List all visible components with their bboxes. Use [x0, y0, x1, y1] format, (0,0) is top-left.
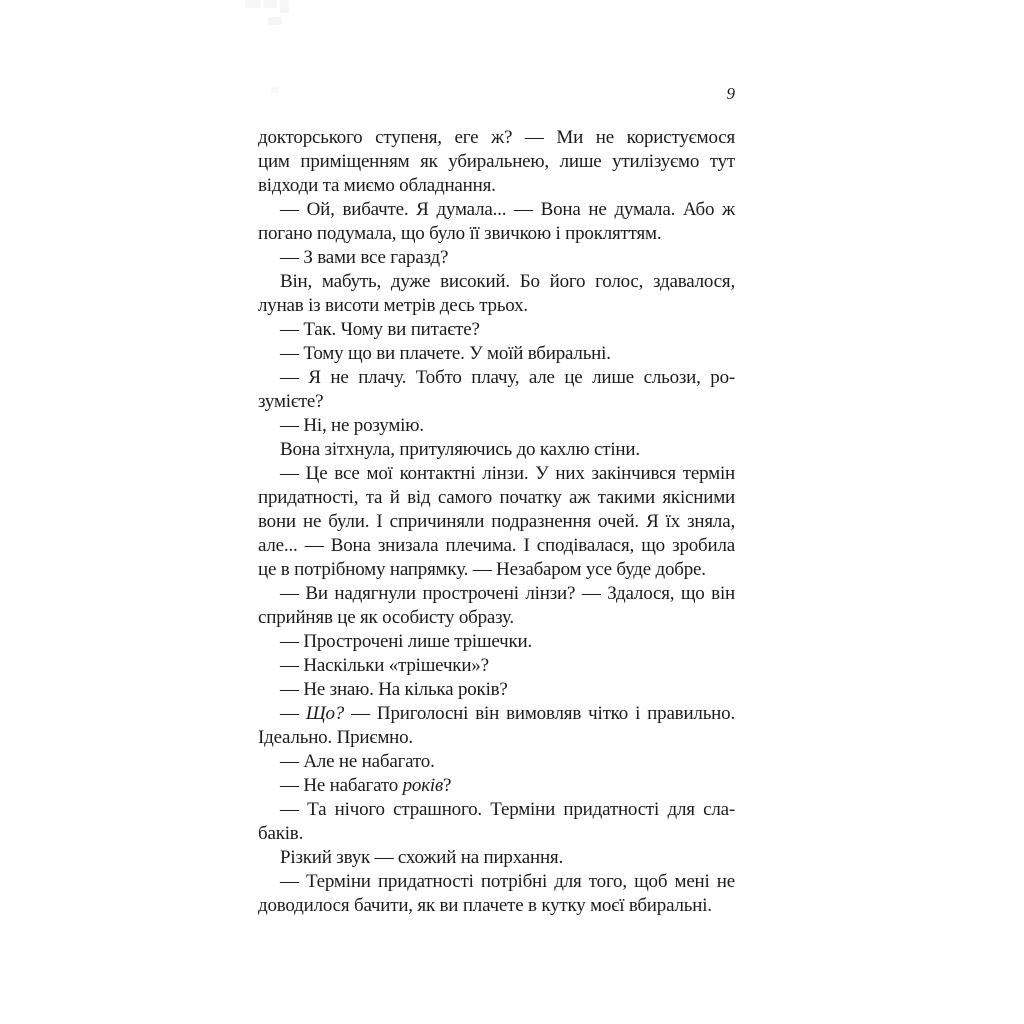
text-line	[258, 606, 735, 630]
text-segment: вони не були. І спричиняли подразнення очей. Я їх зняла,	[258, 511, 735, 532]
text-segment: докторського ступеня, еге ж? — Ми не користуємося	[258, 127, 735, 148]
text-segment: цим приміщенням як убиральнею, лише утилізуємо тут	[258, 151, 735, 172]
text-segment: ?	[443, 775, 452, 796]
paragraph	[258, 582, 735, 630]
paragraph	[258, 846, 735, 870]
text-segment: — Це все мої контактні лінзи. У них закінчився термін	[280, 463, 735, 484]
text-segment: Він, мабуть, дуже високий. Бо його голос, здавалося,	[280, 271, 735, 292]
text-line	[258, 222, 735, 246]
text-segment: але... — Вона знизала плечима. І сподівалася, що зробила	[258, 535, 735, 556]
text-line	[258, 342, 735, 366]
text-line	[258, 798, 735, 822]
text-line	[258, 534, 735, 558]
paragraph	[258, 342, 735, 366]
italic-text: Що?	[305, 703, 345, 724]
text-segment: — З вами все гаразд?	[280, 247, 449, 268]
text-line	[258, 582, 735, 606]
text-segment: — Та нічого страшного. Терміни придатності для сла-	[280, 799, 735, 820]
text-line	[258, 198, 735, 222]
text-segment: баків.	[258, 823, 304, 844]
text-segment: Ідеально. Приємно.	[258, 727, 413, 748]
text-segment: Різкий звук — схожий на пирхання.	[280, 847, 564, 868]
paragraph	[258, 654, 735, 678]
paragraph	[258, 126, 735, 198]
text-segment: — Так. Чому ви питаєте?	[280, 319, 480, 340]
text-line	[258, 870, 735, 894]
text-line	[258, 510, 735, 534]
text-segment: — Ой, вибачте. Я думала... — Вона не думала. Або ж	[280, 199, 735, 220]
text-line	[258, 462, 735, 486]
text-column	[258, 126, 735, 918]
text-segment: Вона зітхнула, притуляючись до кахлю стіни.	[280, 439, 640, 460]
text-segment: — Тому що ви плачете. У моїй вбиральні.	[280, 343, 611, 364]
page-number: 9	[726, 84, 735, 103]
paragraph	[258, 270, 735, 318]
scan-artifact	[268, 17, 282, 25]
paragraph	[258, 438, 735, 462]
text-line	[258, 822, 735, 846]
text-segment: зумієте?	[258, 391, 324, 412]
text-segment: — Ви надягнули прострочені лінзи? — Здалося, що він	[280, 583, 735, 604]
text-segment: лунав із висоти метрів десь трьох.	[258, 295, 528, 316]
text-segment: сприйняв це як особисту образу.	[258, 607, 514, 628]
text-line	[258, 630, 735, 654]
paragraph	[258, 414, 735, 438]
text-segment: —	[280, 703, 306, 724]
text-segment: — Терміни придатності потрібні для того, щоб мені не	[280, 871, 735, 892]
text-line	[258, 846, 735, 870]
paragraph	[258, 246, 735, 270]
text-line	[258, 438, 735, 462]
text-line	[258, 750, 735, 774]
text-line	[258, 486, 735, 510]
text-segment: — Я не плачу. Тобто плачу, але це лише сльози, ро-	[280, 367, 735, 388]
text-line	[258, 654, 735, 678]
text-line	[258, 414, 735, 438]
text-line	[258, 390, 735, 414]
text-line	[258, 270, 735, 294]
text-segment: це в потрібному напрямку. — Незабаром усе буде добре.	[258, 559, 706, 580]
text-segment: — Не набагато	[280, 775, 403, 796]
text-line	[258, 726, 735, 750]
text-segment: доводилося бачити, як ви плачете в кутку моєї вбиральні.	[258, 895, 712, 916]
text-segment: — Приголосні він вимовляв чітко і правильно.	[344, 703, 735, 724]
paragraph	[258, 774, 735, 798]
paragraph	[258, 870, 735, 918]
text-segment: — Наскільки «трішечки»?	[280, 655, 489, 676]
paragraph	[258, 198, 735, 246]
paragraph	[258, 750, 735, 774]
text-segment: — Прострочені лише трішечки.	[280, 631, 533, 652]
paragraph	[258, 366, 735, 414]
text-line	[258, 294, 735, 318]
paragraph	[258, 318, 735, 342]
italic-text: років	[402, 775, 444, 796]
text-line	[258, 558, 735, 582]
text-line	[258, 774, 735, 798]
text-line	[258, 894, 735, 918]
scan-artifact	[280, 0, 289, 13]
paragraph	[258, 630, 735, 654]
paragraph	[258, 798, 735, 846]
scan-artifact	[245, 0, 261, 8]
text-line	[258, 150, 735, 174]
text-segment: відходи та миємо обладнання.	[258, 175, 496, 196]
paragraph	[258, 702, 735, 750]
text-line	[258, 246, 735, 270]
text-segment: погано подумала, що було її звичкою і прокляттям.	[258, 223, 662, 244]
paragraph	[258, 678, 735, 702]
text-line	[258, 126, 735, 150]
text-line	[258, 702, 735, 726]
text-line	[258, 366, 735, 390]
text-line	[258, 174, 735, 198]
scan-artifact	[263, 0, 277, 8]
paragraph	[258, 462, 735, 582]
text-line	[258, 318, 735, 342]
text-segment: — Не знаю. На кілька років?	[280, 679, 508, 700]
text-segment: придатності, та й від самого початку аж такими якісними	[258, 487, 735, 508]
text-segment: — Але не набагато.	[280, 751, 435, 772]
text-segment: — Ні, не розумію.	[280, 415, 424, 436]
text-line	[258, 678, 735, 702]
